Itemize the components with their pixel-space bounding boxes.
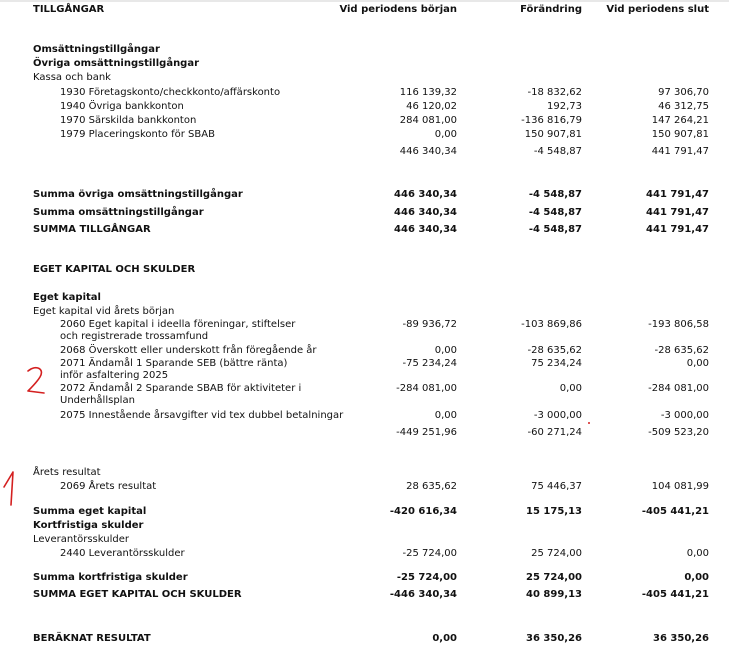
value-end: 441 791,47 bbox=[646, 189, 709, 200]
sum-row bbox=[0, 206, 729, 220]
value-end: 441 791,47 bbox=[651, 146, 709, 157]
section-title-assets: TILLGÅNGAR bbox=[33, 4, 105, 15]
value-end: 97 306,70 bbox=[658, 87, 709, 98]
value-change: -4 548,87 bbox=[533, 146, 582, 157]
value-end: -193 806,58 bbox=[648, 319, 709, 330]
value-start: -420 616,34 bbox=[389, 506, 457, 517]
col-header-start: Vid periodens början bbox=[339, 4, 457, 15]
value-start: -284 081,00 bbox=[396, 383, 457, 394]
section-heading bbox=[0, 263, 729, 277]
value-end: 441 791,47 bbox=[646, 224, 709, 235]
value-end: -3 000,00 bbox=[660, 410, 709, 421]
subtotal-row bbox=[0, 145, 729, 159]
account-label: 2071 Ändamål 1 Sparande SEB (bättre ränta) inför asfaltering 2025 bbox=[60, 358, 288, 381]
group-heading bbox=[0, 291, 729, 305]
value-start: 0,00 bbox=[434, 129, 457, 140]
table-row bbox=[0, 409, 729, 423]
value-end: 147 264,21 bbox=[651, 115, 709, 126]
account-label: 2060 Eget kapital i ideella föreningar, stiftelser och registrerade trossamfund bbox=[60, 319, 296, 342]
sum-label: Summa kortfristiga skulder bbox=[33, 572, 188, 583]
sum-row bbox=[0, 223, 729, 237]
value-start: -449 251,96 bbox=[396, 427, 457, 438]
table-row bbox=[0, 114, 729, 128]
sum-row bbox=[0, 588, 729, 602]
value-start: 446 340,34 bbox=[394, 189, 457, 200]
result-label: BERÄKNAT RESULTAT bbox=[33, 633, 151, 644]
account-label: 1970 Särskilda bankkonton bbox=[60, 115, 197, 126]
value-change: -60 271,24 bbox=[527, 427, 582, 438]
report-header bbox=[0, 3, 729, 17]
table-row bbox=[0, 344, 729, 358]
value-end: 0,00 bbox=[686, 358, 709, 369]
value-start: 46 120,02 bbox=[406, 101, 457, 112]
group-short-debt-label: Kortfristiga skulder bbox=[33, 520, 144, 531]
account-label: 2068 Överskott eller underskott från föregående år bbox=[60, 345, 317, 356]
col-header-change: Förändring bbox=[520, 4, 582, 15]
value-start: -446 340,34 bbox=[389, 589, 457, 600]
value-start: 0,00 bbox=[432, 633, 457, 644]
group-heading bbox=[0, 305, 729, 319]
sum-label: Summa eget kapital bbox=[33, 506, 147, 517]
value-end: 0,00 bbox=[686, 548, 709, 559]
value-change: 25 724,00 bbox=[531, 548, 582, 559]
value-start: 0,00 bbox=[434, 410, 457, 421]
value-change: -103 869,86 bbox=[521, 319, 582, 330]
account-label: 2440 Leverantörsskulder bbox=[60, 548, 185, 559]
value-end: -28 635,62 bbox=[654, 345, 709, 356]
sum-label: SUMMA TILLGÅNGAR bbox=[33, 224, 151, 235]
account-label: 1979 Placeringskonto för SBAB bbox=[60, 129, 215, 140]
group-heading bbox=[0, 71, 729, 85]
result-row bbox=[0, 632, 729, 646]
value-end: 104 081,99 bbox=[651, 481, 709, 492]
value-start: 446 340,34 bbox=[394, 207, 457, 218]
group-heading bbox=[0, 43, 729, 57]
sum-label: Summa omsättningstillgångar bbox=[33, 207, 204, 218]
group-heading bbox=[0, 57, 729, 71]
group-equity-label: Eget kapital bbox=[33, 292, 101, 303]
value-start: -25 724,00 bbox=[402, 548, 457, 559]
group-suppliers-label: Leverantörsskulder bbox=[33, 534, 129, 545]
value-start: 446 340,34 bbox=[399, 146, 457, 157]
group-heading bbox=[0, 466, 729, 480]
group-kassa-label: Kassa och bank bbox=[33, 72, 111, 83]
table-row bbox=[0, 383, 729, 409]
group-heading bbox=[0, 533, 729, 547]
value-end: -405 441,21 bbox=[641, 506, 709, 517]
sum-row bbox=[0, 188, 729, 202]
value-change: 192,73 bbox=[547, 101, 582, 112]
value-change: 75 234,24 bbox=[531, 358, 582, 369]
value-end: 36 350,26 bbox=[653, 633, 709, 644]
account-label: 1930 Företagskonto/checkkonto/affärskonto bbox=[60, 87, 281, 98]
table-row bbox=[0, 100, 729, 114]
value-change: -18 832,62 bbox=[527, 87, 582, 98]
value-change: 150 907,81 bbox=[524, 129, 582, 140]
account-label: 1940 Övriga bankkonton bbox=[60, 101, 184, 112]
sum-label: SUMMA EGET KAPITAL OCH SKULDER bbox=[33, 589, 242, 600]
value-start: 284 081,00 bbox=[399, 115, 457, 126]
value-start: 446 340,34 bbox=[394, 224, 457, 235]
value-change: -3 000,00 bbox=[533, 410, 582, 421]
value-start: 116 139,32 bbox=[399, 87, 457, 98]
sum-row bbox=[0, 571, 729, 585]
subtotal-row bbox=[0, 426, 729, 440]
group-result-label: Årets resultat bbox=[33, 467, 101, 478]
value-start: 28 635,62 bbox=[406, 481, 457, 492]
value-start: -89 936,72 bbox=[402, 319, 457, 330]
value-end: -405 441,21 bbox=[641, 589, 709, 600]
table-row bbox=[0, 358, 729, 384]
value-change: 0,00 bbox=[559, 383, 582, 394]
table-row bbox=[0, 480, 729, 494]
value-end: 441 791,47 bbox=[646, 207, 709, 218]
sum-row bbox=[0, 505, 729, 519]
account-label: 2072 Ändamål 2 Sparande SBAB för aktiviteter i Underhållsplan bbox=[60, 383, 302, 406]
table-row bbox=[0, 547, 729, 561]
value-end: 46 312,75 bbox=[658, 101, 709, 112]
account-label: 2075 Innestående årsavgifter vid tex dubbel betalningar bbox=[60, 410, 344, 421]
value-change: -4 548,87 bbox=[528, 189, 582, 200]
value-end: 150 907,81 bbox=[651, 129, 709, 140]
group-heading bbox=[0, 519, 729, 533]
value-start: 0,00 bbox=[434, 345, 457, 356]
value-end: -284 081,00 bbox=[648, 383, 709, 394]
group-equity-start-label: Eget kapital vid årets början bbox=[33, 306, 175, 317]
value-change: -28 635,62 bbox=[527, 345, 582, 356]
value-end: -509 523,20 bbox=[648, 427, 709, 438]
value-change: 25 724,00 bbox=[526, 572, 582, 583]
value-change: 15 175,13 bbox=[526, 506, 582, 517]
table-row bbox=[0, 319, 729, 345]
col-header-end: Vid periodens slut bbox=[606, 4, 709, 15]
sum-label: Summa övriga omsättningstillgångar bbox=[33, 189, 243, 200]
value-change: 36 350,26 bbox=[526, 633, 582, 644]
value-change: 75 446,37 bbox=[531, 481, 582, 492]
section-title-equity: EGET KAPITAL OCH SKULDER bbox=[33, 264, 196, 275]
top-divider bbox=[0, 0, 729, 2]
value-change: -4 548,87 bbox=[528, 224, 582, 235]
value-start: -25 724,00 bbox=[396, 572, 457, 583]
value-start: -75 234,24 bbox=[402, 358, 457, 369]
group-ovriga-label: Övriga omsättningstillgångar bbox=[33, 58, 200, 69]
table-row bbox=[0, 86, 729, 100]
table-row bbox=[0, 128, 729, 142]
group-oms-label: Omsättningstillgångar bbox=[33, 44, 160, 55]
value-change: -4 548,87 bbox=[528, 207, 582, 218]
value-change: 40 899,13 bbox=[526, 589, 582, 600]
account-label: 2069 Årets resultat bbox=[60, 481, 157, 492]
value-end: 0,00 bbox=[684, 572, 709, 583]
value-change: -136 816,79 bbox=[521, 115, 582, 126]
